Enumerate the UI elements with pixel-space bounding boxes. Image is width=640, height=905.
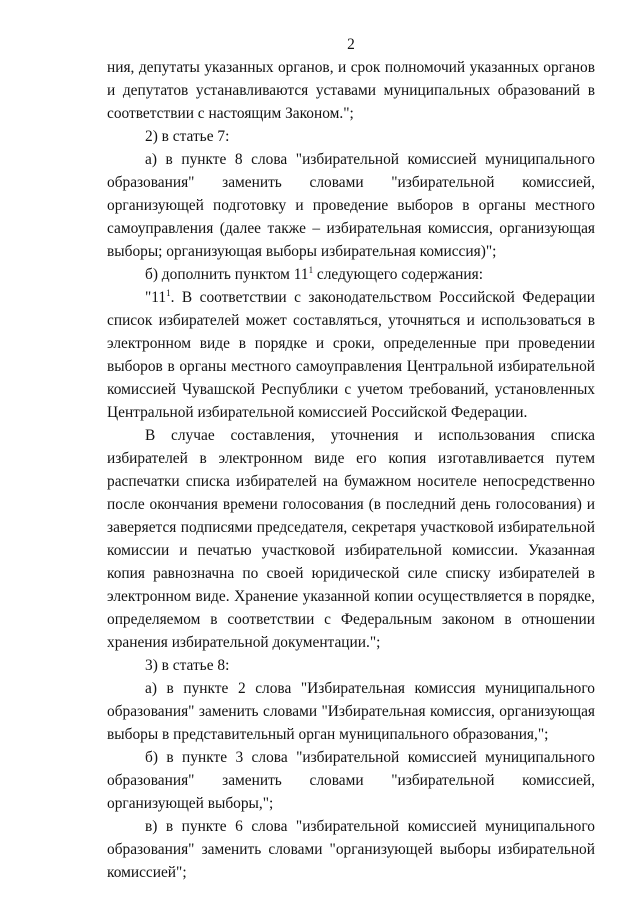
paragraph-9: б) в пункте 3 слова "избирательной комиссией муниципального образования" заменить словами "избирательной комиссией, организующей выборы,"; <box>107 749 595 812</box>
paragraph-7: 3) в статье 8: <box>145 657 230 674</box>
paragraph-4 <box>107 263 595 286</box>
paragraph-8: а) в пункте 2 слова "Избирательная комиссия муниципального образования" заменить словами "Избирательная комиссия, организующая выборы в представительный орган муниципального образования,"; <box>107 680 595 743</box>
paragraph-5 <box>107 286 595 424</box>
paragraph-5-superscript: 1 <box>166 288 171 298</box>
paragraph-1: ния, депутаты указанных органов, и срок полномочий указанных органов и депутатов устанавливаются уставами муниципальных образований в соответствии с настоящим Законом."; <box>107 59 595 122</box>
paragraph-3: а) в пункте 8 слова "избирательной комиссией муниципального образования" заменить словами "избирательной комиссией, организующей подготовку и проведение выборов в органы местного самоуправления (далее также – избирательная комиссия, организующая выборы; организующая выборы избирательная комиссия)"; <box>107 151 595 260</box>
page-number: 2 <box>347 36 355 53</box>
paragraph-5-text: "11 <box>145 289 167 306</box>
document-page <box>107 34 595 884</box>
paragraph-5-tail: . В соответствии с законодательством Российской Федерации список избирателей может составляться, уточняться и использоваться в электронном виде в порядке и сроки, определенные при проведении выборов в органы местного самоуправления Центральной избирательной комиссией Чувашской Республики с учетом требований, установленных Центральной избирательной комиссией Российской Федерации. <box>107 289 595 421</box>
paragraph-6: В случае составления, уточнения и использования списка избирателей в электронном виде его копия изготавливается путем распечатки списка избирателей на бумажном носителе непосредственно после окончания времени голосования (в последний день голосования) и заверяется подписями председателя, секретаря участковой избирательной комиссии и печатью участковой избирательной комиссии. Указанная копия равнозначна по своей юридической силе списку избирателей в электронном виде. Хранение указанной копии осуществляется в порядке, определяемом в соответствии с Федеральным законом в отношении хранения избирательной документации."; <box>107 427 595 651</box>
paragraph-4-tail: следующего содержания: <box>313 266 483 283</box>
paragraph-10: в) в пункте 6 слова "избирательной комиссией муниципального образования" заменить словами "организующей выборы избирательной комиссией"; <box>107 818 595 881</box>
paragraph-2: 2) в статье 7: <box>145 128 230 145</box>
paragraph-4-text: б) дополнить пунктом 11 <box>145 266 309 283</box>
paragraph-4-superscript: 1 <box>308 265 314 275</box>
